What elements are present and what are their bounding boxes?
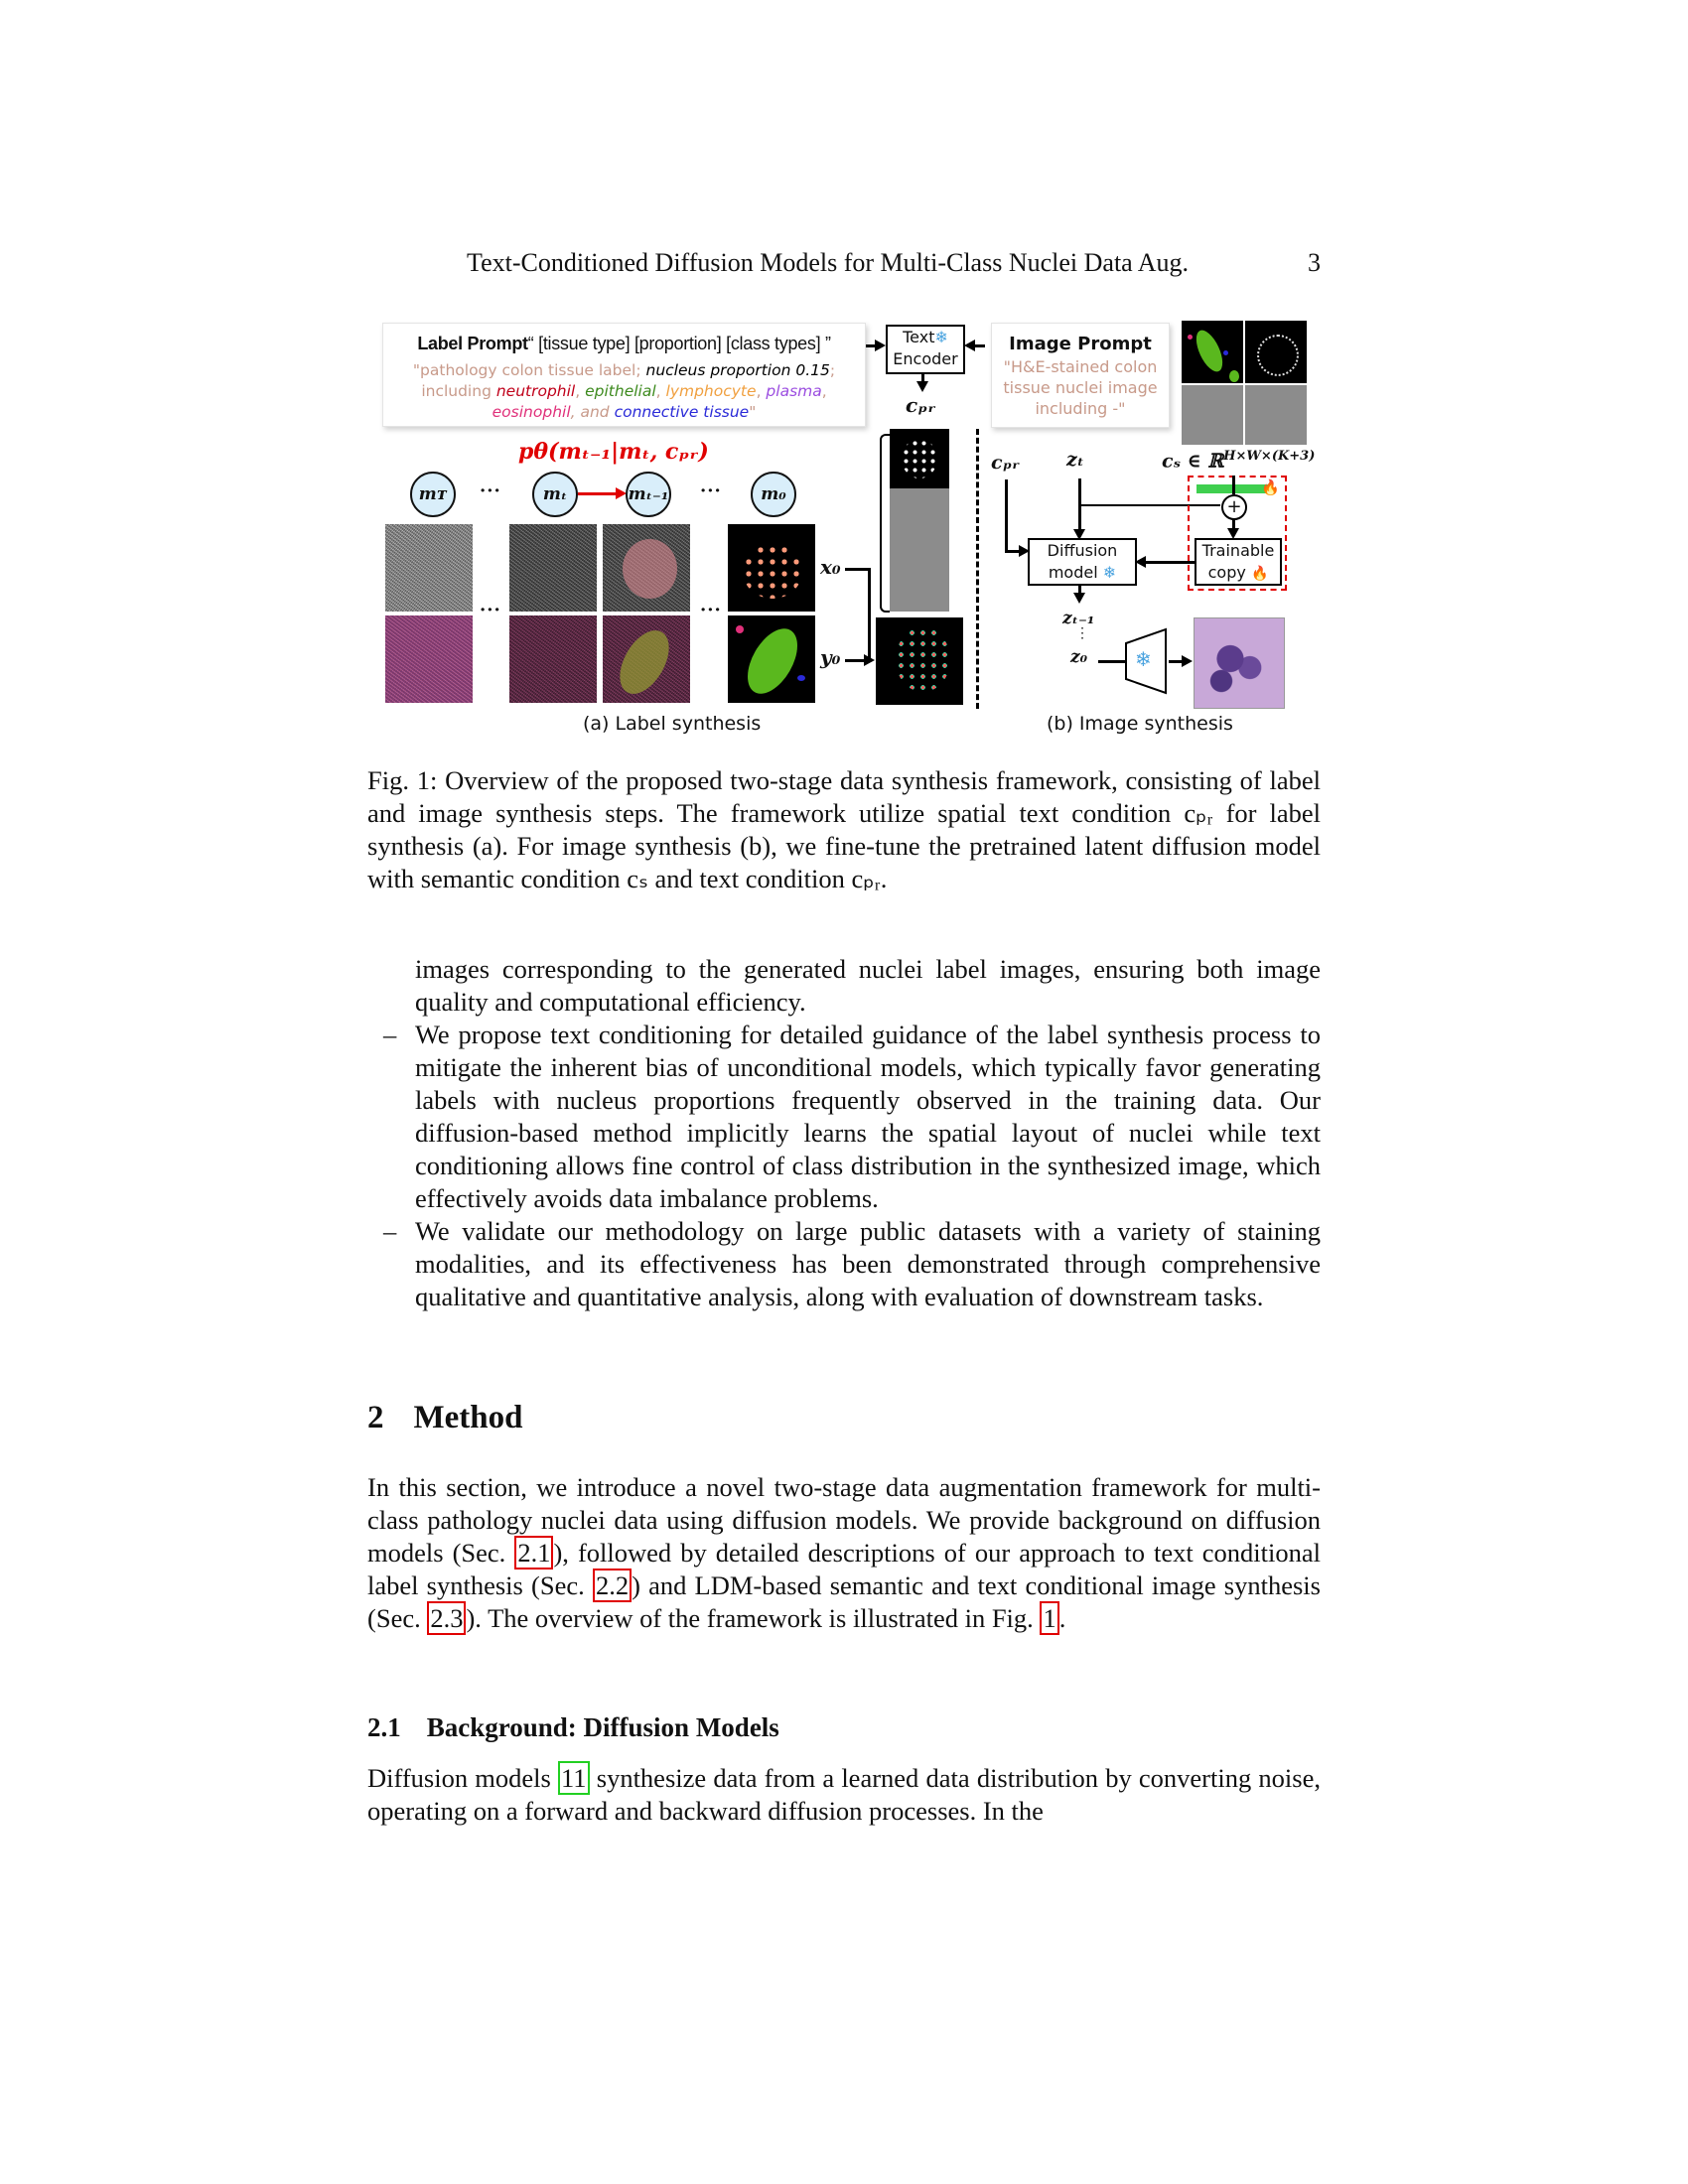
fire-icon: 🔥 [1250,566,1269,582]
c-s-label [1162,449,1315,472]
offset-map-thumb-2 [1245,385,1307,445]
paragraph-text: In this section, we introduce a novel two-stage data augmentation framework for multi-class pathology nuclei data using diffusion models. We provide background on diffusion models (Sec. [367,1472,1321,1568]
paragraph-text: ), followed by detailed descriptions of our approach to text conditional label synthesis (Sec. [367,1538,1322,1600]
c-pr-line-h [1005,550,1020,553]
offset-map-thumb-1 [1182,385,1243,445]
text-encoder-box [886,325,965,374]
running-title: Text-Conditioned Diffusion Models for Multi-Class Nuclei Data Aug. [467,248,1190,277]
subsection-title: Background: Diffusion Models [426,1712,779,1742]
bullet-dash: – [383,1216,397,1246]
tile-mt1-instance [603,615,690,703]
method-intro-paragraph [367,1471,1321,1635]
snowflake-icon: ❄ [934,328,948,346]
label-prompt-heading: Label Prompt [417,334,528,353]
z0-line [1098,660,1126,663]
figure-separator [976,429,979,709]
arrow-line [973,344,985,347]
node-m-0 [751,472,796,517]
sep: , [575,382,586,400]
class-eosinophil: eosinophil [492,403,571,421]
contribution-text: We validate our methodology on large public datasets with a variety of staining modalities, and its effectiveness has been demonstrated through comprehensive qualitative and quantitative analysis, along with evaluation of downstream tasks. [415,1216,1321,1311]
contribution-bullet-1 [383,1019,1321,1215]
bullet-dash: – [383,1020,397,1049]
ellipsis: ··· [700,480,722,501]
subcaption-b: (b) Image synthesis [1047,713,1233,735]
node-label: mᴛ [418,484,448,504]
diffusion-model-label: model [1048,563,1098,582]
x0-line [845,568,870,571]
node-label: mₜ [542,484,568,504]
binary-mask-tile [890,429,949,488]
image-prompt-title: Image Prompt [1009,334,1152,354]
node-label: m₀ [761,484,786,504]
citation-11[interactable]: 11 [558,1761,590,1795]
tile-mT-instance [385,615,473,703]
paragraph-text: . [1058,1603,1066,1633]
instance-boundary-thumb [1245,321,1307,383]
paragraph-text: Diffusion models [367,1763,559,1793]
contribution-bullet-2 [383,1215,1321,1313]
add-node: + [1221,494,1247,520]
class-neutrophil: neutrophil [495,382,576,400]
prompt-text: "pathology colon tissue label; [412,361,646,379]
paragraph-text: ). The overview of the framework is illustrated in Fig. [466,1603,1041,1633]
prompt-text: including [421,382,496,400]
ref-fig-1[interactable]: 1 [1040,1601,1058,1635]
prompt-text: " [749,403,757,421]
y0-line [845,659,865,662]
prompt-line: "H&E-stained colon [1003,357,1158,376]
y0-label: y₀ [820,645,841,669]
text-encoder-label: Text [903,328,935,346]
diffusion-model-box [1028,538,1137,586]
subcaption-a: (a) Label synthesis [583,713,762,735]
contribution-text: images corresponding to the generated nuclei label images, ensuring both image quality and computational efficiency. [415,954,1321,1017]
section-title: Method [413,1400,523,1435]
caption-text: Overview of the proposed two-stage data synthesis framework, consisting of label and image synthesis steps. The framework utilize spatial text condition cₚᵣ for label synthesis (a). For image synthesis (b), we fine-tune the pretrained latent diffusion model with semantic condition cₛ and text condition cₚᵣ. [367,765,1322,893]
running-header [467,248,1321,278]
section-heading-method [367,1400,523,1436]
tile-m0-class [728,524,815,612]
caption-label: Fig. 1: [367,765,438,795]
image-prompt-text [992,356,1169,419]
trainable-copy-label: copy [1207,563,1246,582]
c-s-superscript: H×W×(K+3) [1223,449,1316,464]
z-t-label: zₜ [1066,449,1084,471]
tile-mT-class [385,524,473,612]
synthesized-he-image [1194,617,1285,709]
paragraph-text: ) and LDM-based semantic and text conditional image synthesis (Sec. [367,1570,1321,1633]
arrow-head [864,654,875,666]
node-m-t [532,472,578,517]
trainable-copy-label: Trainable [1201,541,1275,560]
red-arrow-line [578,492,618,495]
decoder-out-line [1169,660,1183,663]
node-m-t-1 [626,472,671,517]
sep: , [756,382,767,400]
reverse-process-formula: pθ(mₜ₋₁|mₜ, cₚᵣ) [518,439,709,465]
c-pr-input-label: cₚᵣ [991,452,1020,474]
vdots: ⋮ [1075,625,1089,641]
horizontal-map-tile [890,488,949,552]
contribution-continued [415,953,1321,1019]
page-number: 3 [1308,248,1321,277]
ellipsis: ··· [480,480,501,501]
image-prompt-box [991,323,1170,428]
node-label: mₜ₋₁ [628,484,669,504]
c-s-line [1232,476,1235,494]
figure-caption [367,764,1321,895]
tile-mt-instance [509,615,597,703]
text-encoder-label: Encoder [893,349,958,368]
instance-color-tile [876,617,963,705]
sep: , and [570,403,615,421]
c-s-text: cₛ ∈ ℝ [1162,450,1224,473]
arrow-head [1182,655,1193,667]
brace [880,434,890,613]
tile-m0-instance [728,615,815,703]
z-t-1-label: zₜ₋₁ [1062,609,1095,628]
background-paragraph [367,1762,1321,1828]
x0-label: x₀ [820,555,841,579]
label-prompt-example [383,360,865,423]
paragraph-text: synthesize data from a learned data distribution by converting noise, operating on a forward and backward diffusion processes. In the [367,1763,1321,1826]
prompt-text: ; [829,361,836,379]
semantic-class-map-thumb [1182,321,1243,383]
contribution-text: We propose text conditioning for detailed guidance of the label synthesis process to mitigate the inherent bias of unconditional models, which typically favor generating labels with nucleus proportions frequently observed in the training data. Our diffusion-based method implicitly learns the spatial layout of nuclei while text conditioning allows fine control of class distribution in the synthesized image, which effectively avoids data imbalance problems. [415,1020,1321,1213]
ref-sec-2-2[interactable]: 2.2 [593,1569,632,1602]
c-pr-label: cₚᵣ [906,393,936,417]
arrow-head [1073,593,1085,604]
control-line [1145,561,1195,564]
subsection-heading-background [367,1712,779,1743]
label-prompt-template: “ [tissue type] [proportion] [class types] ” [527,334,831,353]
ref-sec-2-3[interactable]: 2.3 [427,1601,466,1635]
vertical-map-tile [890,552,949,612]
diffusion-model-label: Diffusion [1047,541,1118,560]
subsection-number: 2.1 [367,1712,401,1742]
ellipsis: ··· [480,600,501,620]
snowflake-icon: ❄ [1135,647,1152,671]
prompt-line: tissue nuclei image [1003,378,1158,397]
section-number: 2 [367,1400,384,1435]
tile-mt1-class [603,524,690,612]
label-prompt-box [382,323,866,427]
class-plasma: plasma [766,382,822,400]
c-pr-line [1005,479,1008,551]
sep: , [821,382,827,400]
arrow-head [916,381,928,392]
arrow-head [875,340,886,351]
node-m-T [410,472,456,517]
class-epithelial: epithelial [585,382,656,400]
z-0-label: z₀ [1070,647,1088,667]
prompt-proportion: nucleus proportion 0.15 [645,361,830,379]
label-prompt-title [383,334,865,354]
ellipsis: ··· [700,600,722,620]
class-connective-tissue: connective tissue [614,403,750,421]
class-lymphocyte: lymphocyte [665,382,757,400]
fire-icon: 🔥 [1261,478,1280,496]
snowflake-icon: ❄ [1102,563,1117,582]
sep: , [655,382,666,400]
ref-sec-2-1[interactable]: 2.1 [514,1536,553,1570]
tile-mt-class [509,524,597,612]
trainable-copy-box [1195,538,1282,586]
prompt-line: including -" [1035,399,1126,418]
x0-line-vertical [868,568,871,660]
